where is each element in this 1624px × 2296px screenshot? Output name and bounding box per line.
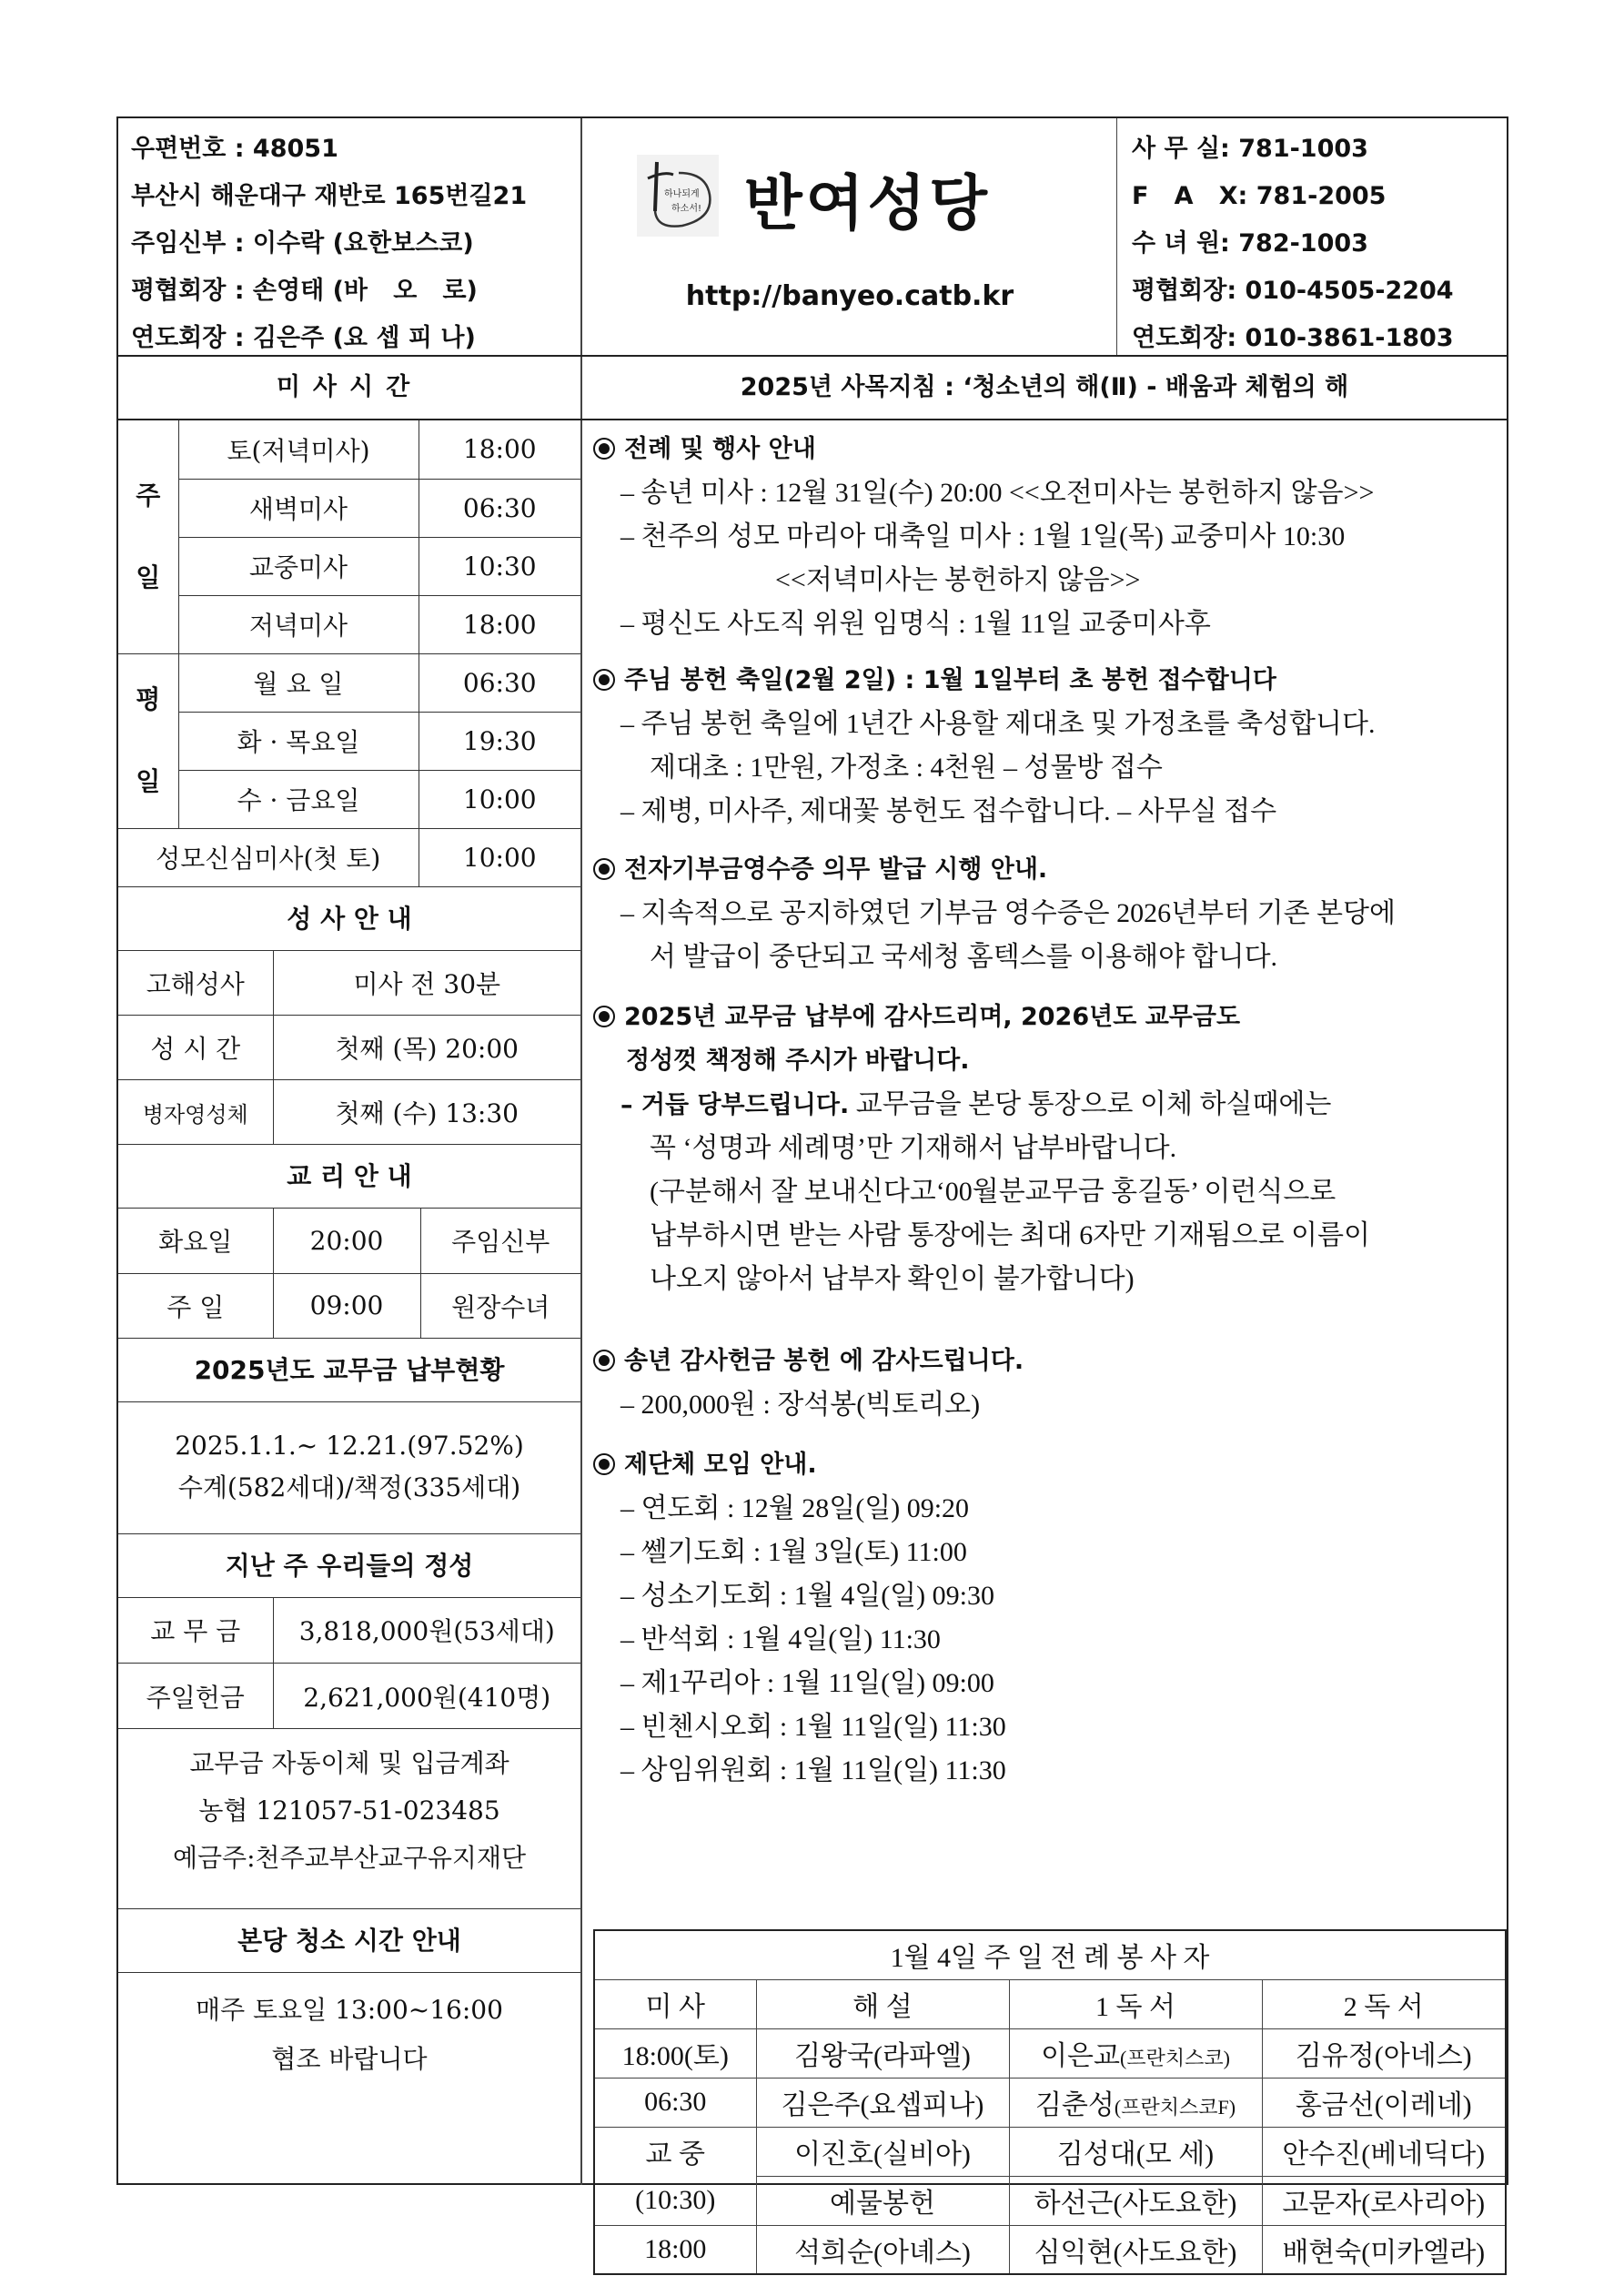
commentator: 김은주(요셉피나) bbox=[756, 2078, 1009, 2127]
mass-time: 10:00 bbox=[419, 828, 580, 886]
bullet-icon bbox=[593, 1006, 615, 1027]
table-row bbox=[594, 2176, 1506, 2225]
dues-period: 2025.1.1.~ 12.21.(97.52%) bbox=[175, 1430, 524, 1461]
sacrament-name: 병자영성체 bbox=[118, 1080, 273, 1145]
offering-name: 주일헌금 bbox=[118, 1664, 273, 1729]
reader2: 배현숙(미카엘라) bbox=[1262, 2225, 1506, 2274]
notice-heading: 제단체 모임 안내. bbox=[593, 1443, 1503, 1487]
section-title-row bbox=[118, 357, 1507, 420]
mass-name: 월 요 일 bbox=[178, 653, 419, 712]
table-row bbox=[118, 1209, 580, 1273]
table-row bbox=[118, 1080, 580, 1145]
liturgy-servers-table bbox=[593, 1929, 1507, 2275]
notice-item: – 지속적으로 공지하였던 기부금 영수증은 2026년부터 기존 본당에 bbox=[620, 898, 1396, 928]
mass-time: 18:00(토) bbox=[594, 2028, 756, 2078]
catechism-table bbox=[118, 1209, 580, 1339]
reader1: 이은교(프란치스코) bbox=[1009, 2028, 1262, 2078]
notice-heading: 송년 감사헌금 봉헌 에 감사드립니다. bbox=[593, 1340, 1503, 1383]
notice-heading: 전례 및 행사 안내 bbox=[593, 428, 1503, 471]
reader1: 김성대(모 세) bbox=[1009, 2127, 1262, 2176]
table-row bbox=[118, 828, 580, 886]
notice-candles bbox=[593, 659, 1503, 834]
cleaning-time: 매주 토요일 13:00~16:00 bbox=[196, 1995, 503, 2025]
table-row bbox=[594, 2028, 1506, 2078]
notice-item: – 제병, 미사주, 제대꽃 봉헌도 접수합니다. – 사무실 접수 bbox=[620, 796, 1277, 826]
notice-item: – 주님 봉헌 축일에 1년간 사용할 제대초 및 가정초를 축성합니다. bbox=[620, 709, 1376, 739]
contact-info bbox=[1117, 118, 1507, 355]
reader2: 안수진(베네딕다) bbox=[1262, 2127, 1506, 2176]
sacrament-time: 첫째 (수) 13:30 bbox=[273, 1080, 580, 1145]
dues-status-body bbox=[118, 1402, 580, 1534]
account-info bbox=[118, 1729, 580, 1909]
mass-name: 성모신심미사(첫 토) bbox=[118, 828, 419, 886]
mass-name: 화 · 목요일 bbox=[178, 712, 419, 770]
table-row bbox=[118, 1273, 580, 1338]
offering-amount: 2,621,000원(410명) bbox=[273, 1664, 580, 1729]
notice-liturgy bbox=[593, 428, 1503, 646]
account-holder: 예금주:천주교부산교구유지재단 bbox=[172, 1843, 527, 1873]
notice-item: – 빈첸시오회 : 1월 11일(일) 11:30 bbox=[620, 1712, 1006, 1742]
office-phone: 사 무 실: 781-1003 bbox=[1132, 135, 1368, 163]
notice-groups bbox=[593, 1443, 1503, 1793]
bullet-icon bbox=[593, 1453, 615, 1475]
notice-item: – 연도회 : 12월 28일(일) 09:20 bbox=[620, 1493, 970, 1523]
prayer-phone: 연도회장: 010-3861-1803 bbox=[1132, 324, 1454, 352]
notice-item: – 상임위원회 : 1월 11일(일) 11:30 bbox=[620, 1755, 1006, 1785]
notice-item: – 거듭 당부드립니다. 교무금을 본당 통장으로 이체 하실때에는 bbox=[620, 1089, 1332, 1119]
offering-amount: 3,818,000원(53세대) bbox=[273, 1598, 580, 1664]
notice-heading-cont: 정성껏 책정해 주시가 바랍니다. bbox=[626, 1047, 970, 1075]
mass-name: 수 · 금요일 bbox=[178, 770, 419, 828]
svg-text:하나되게: 하나되게 bbox=[664, 189, 700, 199]
council-phone: 평협회장: 010-4505-2204 bbox=[1132, 277, 1454, 305]
servers-title: 1월 4일 주 일 전 례 봉 사 자 bbox=[594, 1930, 1506, 1979]
prayer-president: 연도회장 : 김은주 (요 셉 피 나) bbox=[131, 324, 476, 352]
notices-column bbox=[584, 420, 1507, 2268]
account-title: 교무금 자동이체 및 입금계좌 bbox=[189, 1748, 509, 1778]
address: 부산시 해운대구 재반로 165번길21 bbox=[131, 182, 528, 210]
mass-name: 토(저녁미사) bbox=[178, 420, 419, 479]
notice-item: (구분해서 잘 보내신다고‘00월분교무금 홍길동’ 이런식으로 bbox=[650, 1177, 1337, 1207]
commentator: 예물봉헌 bbox=[756, 2176, 1009, 2225]
table-row bbox=[118, 1598, 580, 1664]
notice-item: – 성소기도회 : 1월 4일(일) 09:30 bbox=[620, 1581, 994, 1611]
dues-households: 수계(582세대)/책정(335세대) bbox=[177, 1472, 521, 1502]
mass-time: 교 중 bbox=[594, 2127, 756, 2176]
table-row bbox=[118, 595, 580, 653]
cleaning-note: 협조 바랍니다 bbox=[271, 2044, 428, 2074]
table-row bbox=[118, 1016, 580, 1080]
bullet-icon bbox=[593, 858, 615, 880]
table-row bbox=[118, 770, 580, 828]
notice-item: 서 발급이 중단되고 국세청 홈텍스를 이용해야 합니다. bbox=[650, 942, 1278, 972]
reader2: 김유정(아네스) bbox=[1262, 2028, 1506, 2078]
mass-time: 19:30 bbox=[419, 712, 580, 770]
notice-heading: 2025년 교무금 납부에 감사드리며, 2026년도 교무금도 bbox=[593, 996, 1503, 1039]
table-row bbox=[118, 951, 580, 1016]
bulletin-page bbox=[116, 116, 1508, 2268]
table-row bbox=[594, 2078, 1506, 2127]
table-header-row bbox=[594, 1979, 1506, 2028]
commentator: 김왕국(라파엘) bbox=[756, 2028, 1009, 2078]
catechism-day: 주 일 bbox=[118, 1273, 273, 1338]
bullet-icon bbox=[593, 669, 615, 691]
pastoral-theme: 2025년 사목지침 : ‘청소년의 해(Ⅱ) - 배움과 체험의 해 bbox=[740, 373, 1349, 401]
notice-item: 제대초 : 1만원, 가정초 : 4천원 – 성물방 접수 bbox=[650, 753, 1163, 783]
mass-name: 교중미사 bbox=[178, 537, 419, 595]
sacraments-title: 성 사 안 내 bbox=[118, 887, 580, 951]
notice-item: – 제1꾸리아 : 1월 11일(일) 09:00 bbox=[620, 1668, 994, 1698]
mass-name: 새벽미사 bbox=[178, 479, 419, 537]
col-header: 해 설 bbox=[756, 1979, 1009, 2028]
mass-time: 18:00 bbox=[419, 420, 580, 479]
mass-schedule-title: 미사시간 bbox=[118, 357, 582, 419]
catechism-time: 20:00 bbox=[273, 1209, 420, 1273]
notice-heading: 주님 봉헌 축일(2월 2일) : 1월 1일부터 초 봉헌 접수합니다 bbox=[593, 659, 1503, 703]
notice-item: 꼭 ‘성명과 세례명’만 기재해서 납부바랍니다. bbox=[650, 1133, 1177, 1163]
weekday-label: 평 일 bbox=[118, 653, 178, 828]
parish-name: 반여성당 bbox=[744, 168, 992, 238]
catechism-teacher: 원장수녀 bbox=[420, 1273, 580, 1338]
notice-item: – 송년 미사 : 12월 31일(수) 20:00 <<오전미사는 봉헌하지 않음>> bbox=[620, 478, 1375, 508]
reader2: 홍금선(이레네) bbox=[1262, 2078, 1506, 2127]
table-row bbox=[118, 537, 580, 595]
notice-item: – 쎌기도회 : 1월 3일(토) 11:00 bbox=[620, 1537, 967, 1567]
reader1: 김춘성(프란치스코F) bbox=[1009, 2078, 1262, 2127]
notice-item: 납부하시면 받는 사람 통장에는 최대 6자만 기재됨으로 이름이 bbox=[650, 1220, 1370, 1250]
table-row bbox=[594, 2225, 1506, 2274]
col-header: 미 사 bbox=[594, 1979, 756, 2028]
mass-time: 10:30 bbox=[419, 537, 580, 595]
catechism-teacher: 주임신부 bbox=[420, 1209, 580, 1273]
mass-name: 저녁미사 bbox=[178, 595, 419, 653]
parish-logo-icon bbox=[637, 155, 719, 237]
table-row bbox=[118, 479, 580, 537]
table-row bbox=[118, 712, 580, 770]
convent-phone: 수 녀 원: 782-1003 bbox=[1132, 229, 1368, 258]
sacrament-time: 미사 전 30분 bbox=[273, 951, 580, 1016]
mass-time: 18:00 bbox=[419, 595, 580, 653]
sunday-label: 주 일 bbox=[118, 420, 178, 653]
table-row bbox=[594, 2127, 1506, 2176]
mass-time: 18:00 bbox=[594, 2225, 756, 2274]
header bbox=[118, 118, 1507, 357]
commentator: 이진호(실비아) bbox=[756, 2127, 1009, 2176]
notice-item: – 천주의 성모 마리아 대축일 미사 : 1월 1일(목) 교중미사 10:30 bbox=[620, 521, 1346, 551]
cleaning-body bbox=[118, 1973, 580, 2084]
fax: F A X: 781-2005 bbox=[1132, 182, 1387, 210]
reader1: 하선근(사도요한) bbox=[1009, 2176, 1262, 2225]
parish-info bbox=[118, 118, 582, 355]
notice-heading: 전자기부금영수증 의무 발급 시행 안내. bbox=[593, 848, 1503, 892]
svg-text:하소서!: 하소서! bbox=[671, 204, 701, 214]
reader1: 심익현(사도요한) bbox=[1009, 2225, 1262, 2274]
mass-time: 06:30 bbox=[594, 2078, 756, 2127]
mass-time: 06:30 bbox=[419, 653, 580, 712]
bullet-icon bbox=[593, 1350, 615, 1371]
offerings-table bbox=[118, 1598, 580, 1730]
notice-thanks bbox=[593, 1340, 1503, 1427]
notice-receipts bbox=[593, 848, 1503, 979]
mass-time: 10:00 bbox=[419, 770, 580, 828]
mass-schedule-table bbox=[118, 420, 580, 887]
catechism-time: 09:00 bbox=[273, 1273, 420, 1338]
account-number: 농협 121057-51-023485 bbox=[198, 1795, 500, 1826]
sacrament-time: 첫째 (목) 20:00 bbox=[273, 1016, 580, 1080]
offering-name: 교 무 금 bbox=[118, 1598, 273, 1664]
bullet-icon bbox=[593, 438, 615, 460]
sacraments-table bbox=[118, 951, 580, 1146]
table-row bbox=[118, 653, 580, 712]
catechism-title: 교 리 안 내 bbox=[118, 1145, 580, 1209]
sacrament-name: 성 시 간 bbox=[118, 1016, 273, 1080]
mass-time: (10:30) bbox=[594, 2176, 756, 2225]
notice-dues bbox=[593, 996, 1503, 1301]
pastor: 주임신부 : 이수락 (요한보스코) bbox=[131, 229, 474, 258]
mass-time: 06:30 bbox=[419, 479, 580, 537]
notice-item: 나오지 않아서 납부자 확인이 불가합니다) bbox=[650, 1264, 1135, 1294]
postal-code: 우편번호 : 48051 bbox=[131, 135, 338, 163]
commentator: 석희순(아녜스) bbox=[756, 2225, 1009, 2274]
dues-status-title: 2025년도 교무금 납부현황 bbox=[118, 1339, 580, 1402]
table-row bbox=[118, 420, 580, 479]
left-column bbox=[118, 420, 582, 2185]
table-caption-row bbox=[594, 1930, 1506, 1979]
reader2: 고문자(로사리아) bbox=[1262, 2176, 1506, 2225]
col-header: 2 독 서 bbox=[1262, 1979, 1506, 2028]
parish-branding bbox=[582, 118, 1117, 355]
council-president: 평협회장 : 손영태 (바 오 로) bbox=[131, 277, 478, 305]
website-link[interactable]: http://banyeo.catb.kr bbox=[685, 280, 1014, 312]
notice-item: – 반석회 : 1월 4일(일) 11:30 bbox=[620, 1624, 941, 1654]
offerings-title: 지난 주 우리들의 정성 bbox=[118, 1534, 580, 1598]
cleaning-title: 본당 청소 시간 안내 bbox=[118, 1909, 580, 1973]
notice-item: <<저녁미사는 봉헌하지 않음>> bbox=[775, 565, 1141, 595]
table-row bbox=[118, 1664, 580, 1729]
col-header: 1 독 서 bbox=[1009, 1979, 1262, 2028]
notice-item: – 200,000원 : 장석봉(빅토리오) bbox=[620, 1390, 981, 1420]
catechism-day: 화요일 bbox=[118, 1209, 273, 1273]
notice-item: – 평신도 사도직 위원 임명식 : 1월 11일 교중미사후 bbox=[620, 609, 1211, 639]
sacrament-name: 고해성사 bbox=[118, 951, 273, 1016]
